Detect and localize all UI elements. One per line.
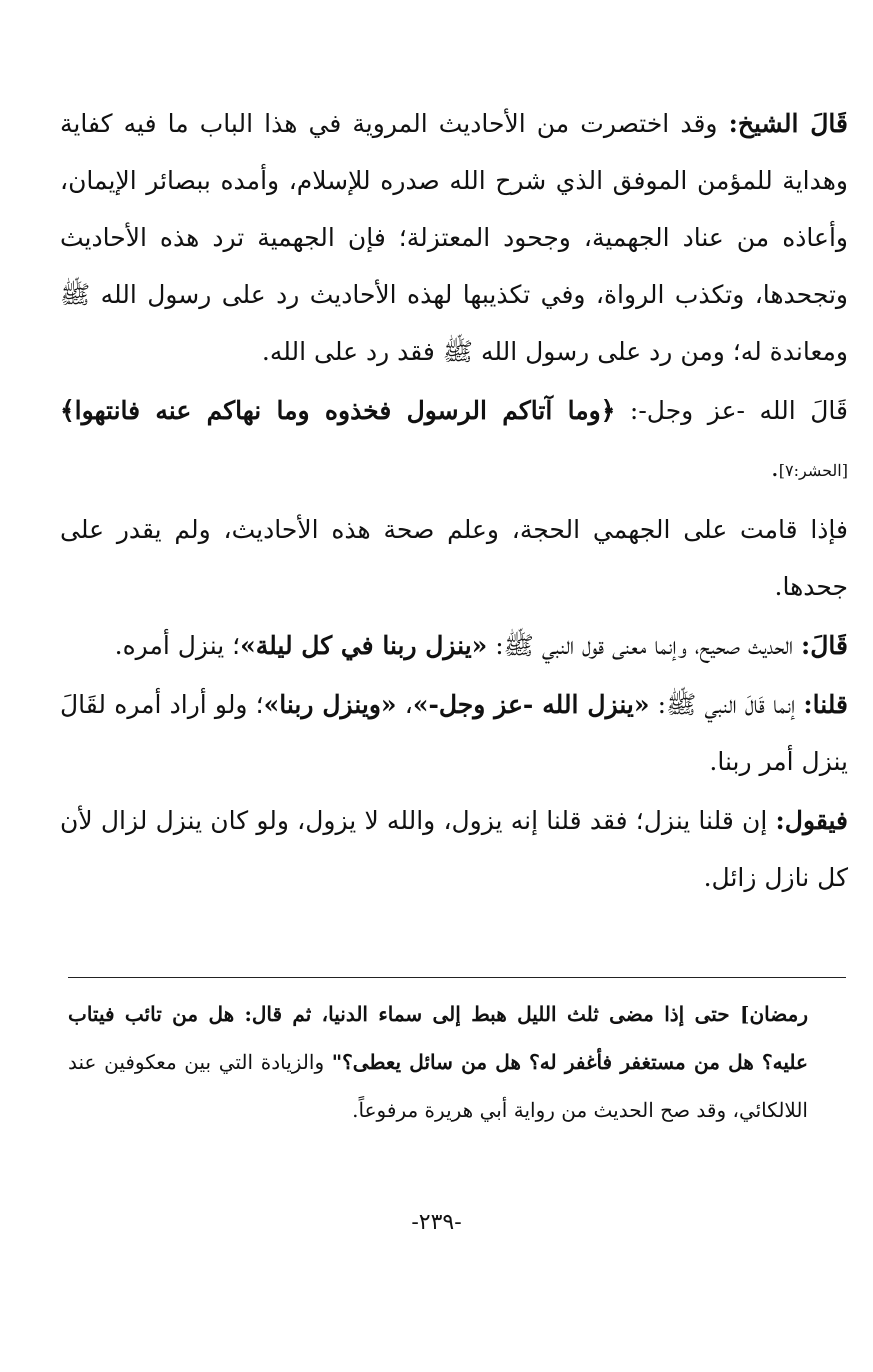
quote-separator: ،	[396, 690, 413, 719]
paragraph-text: إن قلنا ينزل؛ فقد قلنا إنه يزول، والله لا يزول، ولو كان ينزل لزال لأن كل نازل زائل.	[60, 806, 848, 892]
paragraph-text: قَالَ الله -عز وجل-:	[615, 396, 849, 425]
paragraph-text: إنما قَالَ النبي ﷺ:	[649, 690, 804, 719]
hadith-quote: «ينزل ربنا في كل ليلة»	[240, 631, 488, 660]
paragraph-text: وقد اختصرت من الأحاديث المروية في هذا الباب ما فيه كفاية وهداية للمؤمن الموفق الذي شرح الله صدره للإسلام، وأمده ببصائر الإيمان، وأعاذه من عناد الجهمية، وجحود المعتزلة؛ فإن الجهمية ترد هذه الأحاديث وتجحدها، وتكذب الرواة، وفي تكذيبها لهذه الأحاديث رد على رسول الله ﷺ ومعاندة له؛ ومن رد على رسول الله ﷺ فقد رد على الله.	[60, 109, 848, 366]
page-number: -٢٣٩-	[411, 1210, 462, 1235]
speaker-label: قلنا:	[803, 690, 849, 719]
paragraph-he-said	[60, 617, 848, 674]
paragraph-text: الحديث صحيح، وإنما معنى قول النبي ﷺ:	[487, 631, 802, 660]
paragraph-text: فإذا قامت على الجهمي الحجة، وعلم صحة هذه الأحاديث، ولم يقدر على جحدها.	[60, 515, 848, 601]
paragraph-he-says	[60, 792, 848, 906]
quran-verse: ﴿وما آتاكم الرسول فخذوه وما نهاكم عنه فانتهوا﴾	[60, 396, 616, 425]
paragraph-we-said	[60, 676, 848, 790]
footnote-divider	[68, 977, 846, 978]
speaker-label: فيقول:	[775, 806, 848, 835]
paragraph-argument	[60, 501, 848, 615]
hadith-quote: «ينزل الله -عز وجل-»	[412, 690, 650, 719]
footnote	[68, 990, 808, 1134]
verse-reference: [الحشر:٧]	[778, 461, 848, 480]
paragraph-suffix: ؛ ولو أراد أمره لقَالَ ينزل أمر ربنا.	[60, 690, 848, 776]
paragraph-sheikh-said	[60, 95, 848, 380]
speaker-label: قَالَ الشيخ:	[728, 109, 848, 138]
hadith-quote: «وينزل ربنا»	[263, 690, 397, 719]
footnote-text: والزيادة التي بين معكوفين عند اللالكائي، وقد صح الحديث من رواية أبي هريرة مرفوعاً.	[68, 1050, 808, 1122]
paragraph-suffix: .	[770, 453, 779, 482]
speaker-label: قَالَ:	[801, 631, 848, 660]
main-text	[60, 95, 848, 906]
paragraph-suffix: ؛ ينزل أمره.	[114, 631, 241, 660]
footnote-hadith-text: رمضان] حتى إذا مضى ثلث الليل هبط إلى سماء الدنيا، ثم قال: هل من تائب فيتاب عليه؟ هل من مستغفر فأغفر له؟ هل من سائل يعطى؟"	[68, 1002, 808, 1074]
paragraph-quran-verse	[60, 382, 848, 499]
